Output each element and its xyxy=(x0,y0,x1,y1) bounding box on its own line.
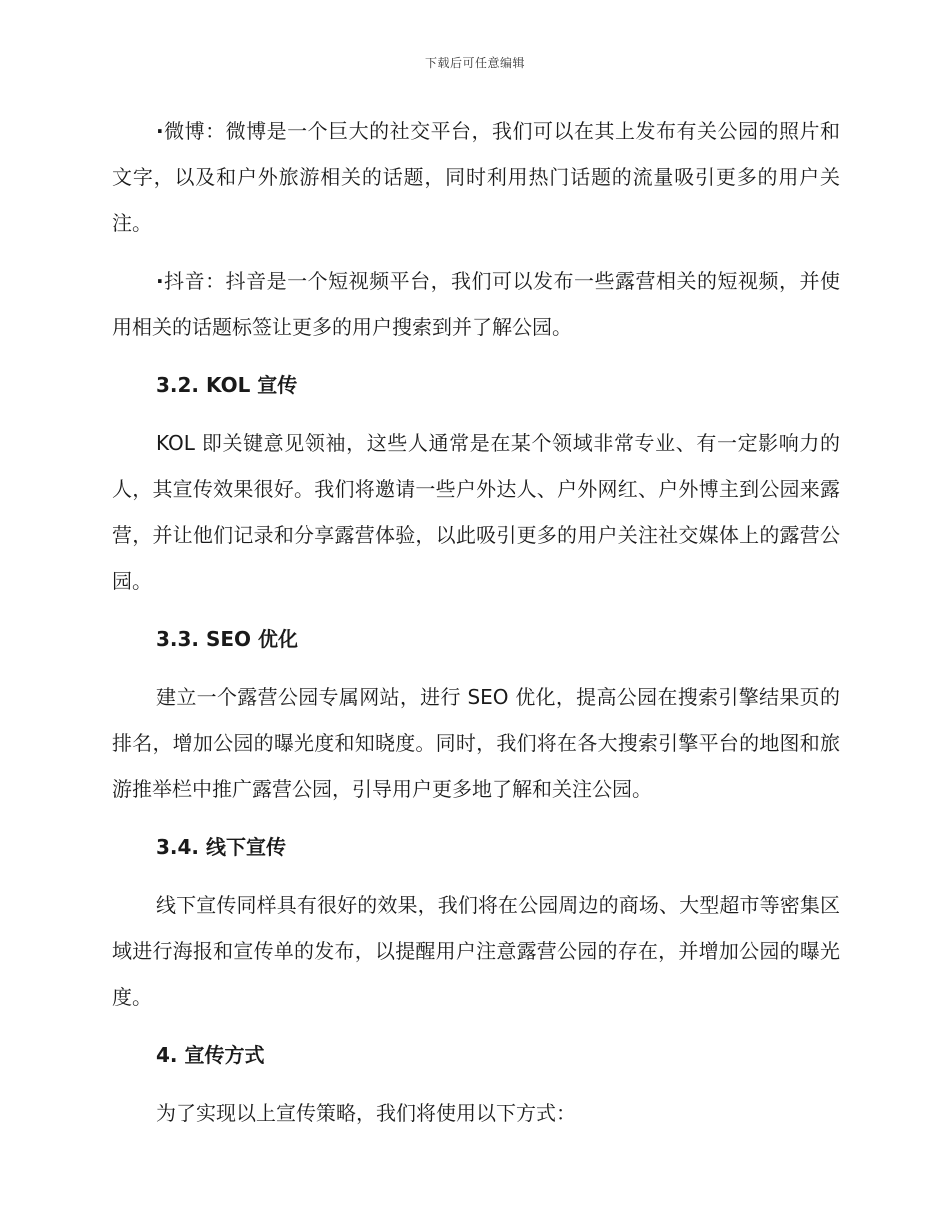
offline-heading: 3.4. 线下宣传 xyxy=(156,835,286,859)
methods-paragraph: 为了实现以上宣传策略，我们将使用以下方式： xyxy=(156,1101,576,1125)
methods-heading: 4. 宣传方式 xyxy=(156,1043,265,1067)
document-body xyxy=(112,108,840,1148)
douyin-text: 抖音：抖音是一个短视频平台，我们可以发布一些露营相关的短视频，并使用相关的话题标签让更多的用户搜索到并了解公园。 xyxy=(112,269,840,339)
seo-heading: 3.3. SEO 优化 xyxy=(156,627,299,651)
kol-heading: 3.2. KOL 宣传 xyxy=(156,373,298,397)
kol-paragraph: KOL 即关键意见领袖，这些人通常是在某个领域非常专业、有一定影响力的人，其宣传效果很好。我们将邀请一些户外达人、户外网红、户外博主到公园来露营，并让他们记录和分享露营体验，以此吸引更多的用户关注社交媒体上的露营公园。 xyxy=(112,431,840,593)
douyin-paragraph xyxy=(112,258,840,350)
bullet: · xyxy=(156,119,164,143)
bullet: · xyxy=(156,269,164,293)
seo-paragraph: 建立一个露营公园专属网站，进行 SEO 优化，提高公园在搜索引擎结果页的排名，增加公园的曝光度和知晓度。同时，我们将在各大搜索引擎平台的地图和旅游推举栏中推广露营公园，引导用户更多地了解和关注公园。 xyxy=(112,685,840,801)
page-header: 下载后可任意编辑 xyxy=(424,56,525,70)
weibo-paragraph xyxy=(112,108,840,246)
weibo-text: 微博：微博是一个巨大的社交平台，我们可以在其上发布有关公园的照片和文字，以及和户外旅游相关的话题，同时利用热门话题的流量吸引更多的用户关注。 xyxy=(112,119,840,235)
offline-paragraph: 线下宣传同样具有很好的效果，我们将在公园周边的商场、大型超市等密集区域进行海报和宣传单的发布，以提醒用户注意露营公园的存在，并增加公园的曝光度。 xyxy=(112,893,840,1009)
